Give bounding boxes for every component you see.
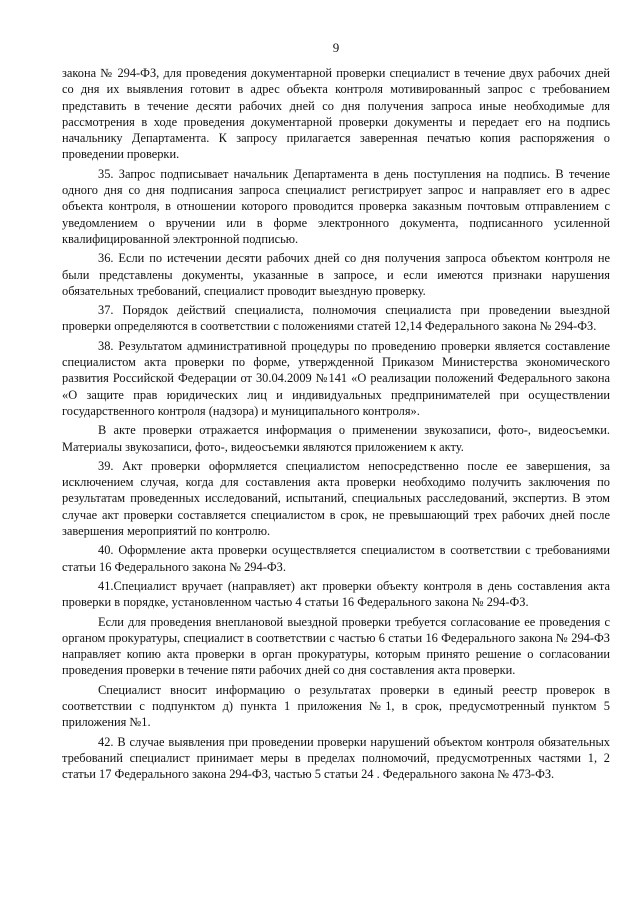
document-body bbox=[62, 65, 610, 782]
paragraph-38: 38. Результатом административной процедуры по проведению проверки является составление специалистом акта проверки по форме, утвержденной Приказом Министерства экономического развития Российской Федерации от 30.04.2009 №141 «О реализации положений Федерального закона «О защите прав юридических лиц и индивидуальных предпринимателей при осуществлении государственного контроля (надзора) и муниципального контроля». bbox=[62, 338, 610, 418]
page-number: 9 bbox=[332, 40, 340, 55]
paragraph-40: 40. Оформление акта проверки осуществляется специалистом в соответствии с требованиями статьи 16 Федерального закона № 294-ФЗ. bbox=[62, 543, 610, 574]
paragraph-35: 35. Запрос подписывает начальник Департамента в день поступления на подпись. В течение одного дня со дня подписания запроса специалист регистрирует запрос и направляет его в адрес объекта контроля, в отношении которого проводится проверка заказным почтовым отправлением с уведомлением о вручении или в форме электронного документа, подписанного усиленной квалифицированной электронной подписью. bbox=[62, 166, 610, 246]
paragraph-39: 39. Акт проверки оформляется специалистом непосредственно после ее завершения, за исключением случая, когда для составления акта проверки необходимо получить заключения по результатам проведенных исследований, испытаний, специальных расследований, экспертиз. В этом случае акт проверки составляется специалистом в срок, не превышающий трех рабочих дней после завершения мероприятий по контролю. bbox=[62, 458, 610, 539]
paragraph-continuation: закона № 294-ФЗ, для проведения документарной проверки специалист в течение двух рабочих дней со дня их выявления готовит в адрес объекта контроля мотивированный запрос с требованием представить в течение десяти рабочих дней со дня получения запроса иные необходимые для рассмотрения в ходе проведения документарной проверки документы и передает его на подпись начальнику Департамента. К запросу прилагается заверенная печатью копия распоряжения о проведении проверки. bbox=[62, 66, 610, 162]
paragraph-42: 42. В случае выявления при проведении проверки нарушений объектом контроля обязательных требований специалист принимает меры в пределах полномочий, предусмотренных частями 1, 2 статьи 17 Федерального закона 294-ФЗ, частью 5 статьи 24 . Федерального закона № 473-ФЗ. bbox=[62, 734, 610, 782]
paragraph-prosecutor-approval: Если для проведения внеплановой выездной проверки требуется согласование ее проведения с органом прокуратуры, специалист в соответствии с частью 6 статьи 16 Федерального закона № 294-ФЗ направляет копию акта проверки в орган прокуратуры, которым принято решение о согласовании проведения проверки в течение пяти рабочих дней со дня составления акта проверки. bbox=[62, 614, 610, 678]
paragraph-37: 37. Порядок действий специалиста, полномочия специалиста при проведении выездной проверки определяются в соответствии с положениями статей 12,14 Федерального закона № 294-ФЗ. bbox=[62, 303, 610, 334]
paragraph-registry: Специалист вносит информацию о результатах проверки в единый реестр проверок в соответствии с подпунктом д) пункта 1 приложения №1, в срок, предусмотренный пунктом 5 приложения №1. bbox=[62, 682, 610, 730]
paragraph-36: 36. Если по истечении десяти рабочих дней со дня получения запроса объектом контроля не были представлены документы, указанные в запросе, и если имеются признаки нарушения обязательных требований, специалист проводит выездную проверку. bbox=[62, 251, 610, 298]
paragraph-act-media: В акте проверки отражается информация о применении звукозаписи, фото-, видеосъемки. Материалы звукозаписи, фото-, видеосъемки являются приложением к акту. bbox=[62, 423, 610, 454]
document-page bbox=[62, 0, 610, 905]
paragraph-41: 41.Специалист вручает (направляет) акт проверки объекту контроля в день составления акта проверки в порядке, установленном частью 4 статьи 16 Федерального закона № 294-ФЗ. bbox=[62, 578, 610, 610]
